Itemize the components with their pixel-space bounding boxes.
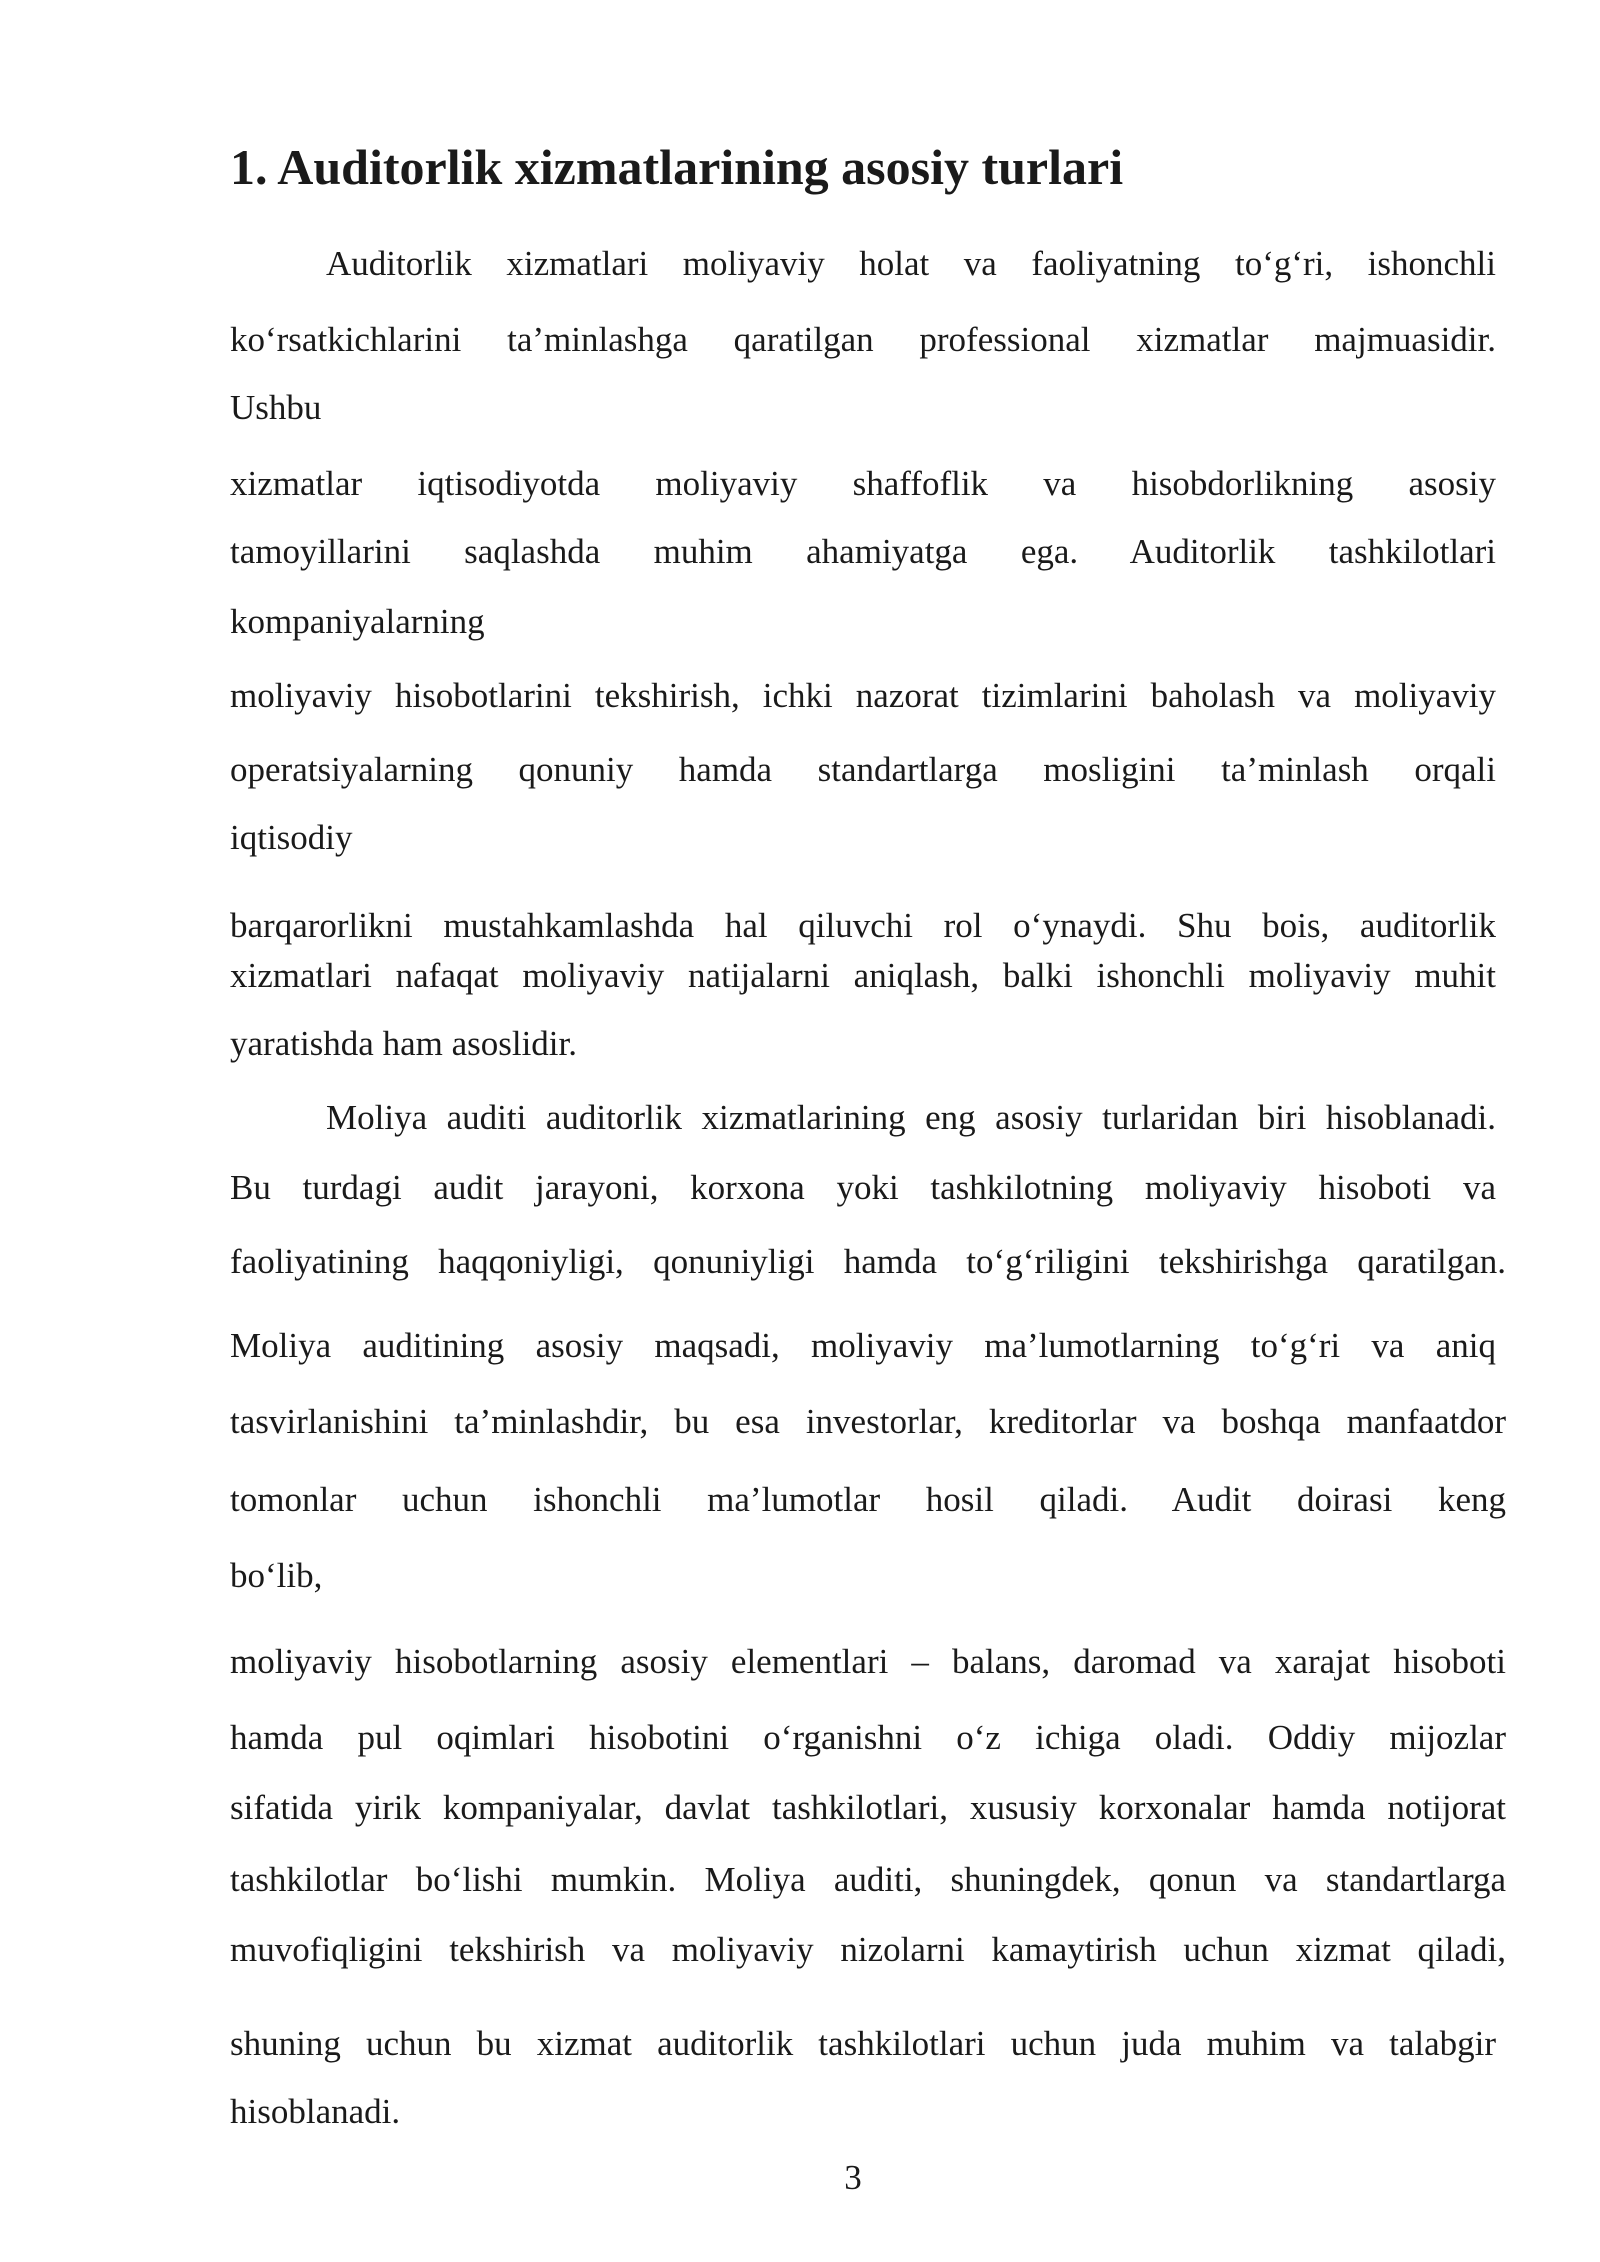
text-line: iqtisodiy (230, 818, 353, 857)
text-line: kompaniyalarning (230, 602, 485, 641)
text-line: tasvirlanishini ta’minlashdir, bu esa investorlar, kreditorlar va boshqa manfaatdor (230, 1402, 1506, 1441)
text-line: moliyaviy hisobotlarning asosiy elementlari – balans, daromad va xarajat hisoboti (230, 1642, 1506, 1681)
text-line: Bu turdagi audit jarayoni, korxona yoki tashkilotning moliyaviy hisoboti va (230, 1168, 1496, 1207)
text-line: shuning uchun bu xizmat auditorlik tashkilotlari uchun juda muhim va talabgir (230, 2024, 1496, 2063)
text-line: ko‘rsatkichlarini ta’minlashga qaratilgan professional xizmatlar majmuasidir. (230, 320, 1496, 359)
text-line: barqarorlikni mustahkamlashda hal qiluvchi rol o‘ynaydi. Shu bois, auditorlik (230, 906, 1496, 945)
text-line: tashkilotlar bo‘lishi mumkin. Moliya auditi, shuningdek, qonun va standartlarga (230, 1860, 1506, 1899)
text-line: Moliya auditining asosiy maqsadi, moliyaviy ma’lumotlarning to‘g‘ri va aniq (230, 1326, 1496, 1365)
text-line: tamoyillarini saqlashda muhim ahamiyatga ega. Auditorlik tashkilotlari (230, 532, 1496, 571)
text-line: Ushbu (230, 388, 322, 427)
text-line: operatsiyalarning qonuniy hamda standartlarga mosligini ta’minlash orqali (230, 750, 1496, 789)
text-line: muvofiqligini tekshirish va moliyaviy nizolarni kamaytirish uchun xizmat qiladi, (230, 1930, 1506, 1969)
page-number: 3 (844, 2158, 862, 2197)
text-line: sifatida yirik kompaniyalar, davlat tashkilotlari, xususiy korxonalar hamda notijorat (230, 1788, 1506, 1827)
text-line: moliyaviy hisobotlarini tekshirish, ichki nazorat tizimlarini baholash va moliyaviy (230, 676, 1496, 715)
section-heading: 1. Auditorlik xizmatlarining asosiy turlari (230, 139, 1124, 195)
text-line: tomonlar uchun ishonchli ma’lumotlar hosil qiladi. Audit doirasi keng (230, 1480, 1506, 1519)
text-line: xizmatlar iqtisodiyotda moliyaviy shaffoflik va hisobdorlikning asosiy (230, 464, 1496, 503)
text-line: Auditorlik xizmatlari moliyaviy holat va faoliyatning to‘g‘ri, ishonchli (326, 244, 1496, 283)
text-line: yaratishda ham asoslidir. (230, 1024, 578, 1063)
text-line: faoliyatining haqqoniyligi, qonuniyligi hamda to‘g‘riligini tekshirishga qaratilgan. (230, 1242, 1506, 1281)
text-line: hamda pul oqimlari hisobotini o‘rganishni o‘z ichiga oladi. Oddiy mijozlar (230, 1718, 1506, 1757)
text-line: bo‘lib, (230, 1556, 323, 1595)
text-line: hisoblanadi. (230, 2092, 401, 2131)
text-line: xizmatlari nafaqat moliyaviy natijalarni aniqlash, balki ishonchli moliyaviy muhit (230, 956, 1496, 995)
text-line: Moliya auditi auditorlik xizmatlarining eng asosiy turlaridan biri hisoblanadi. (326, 1098, 1496, 1137)
